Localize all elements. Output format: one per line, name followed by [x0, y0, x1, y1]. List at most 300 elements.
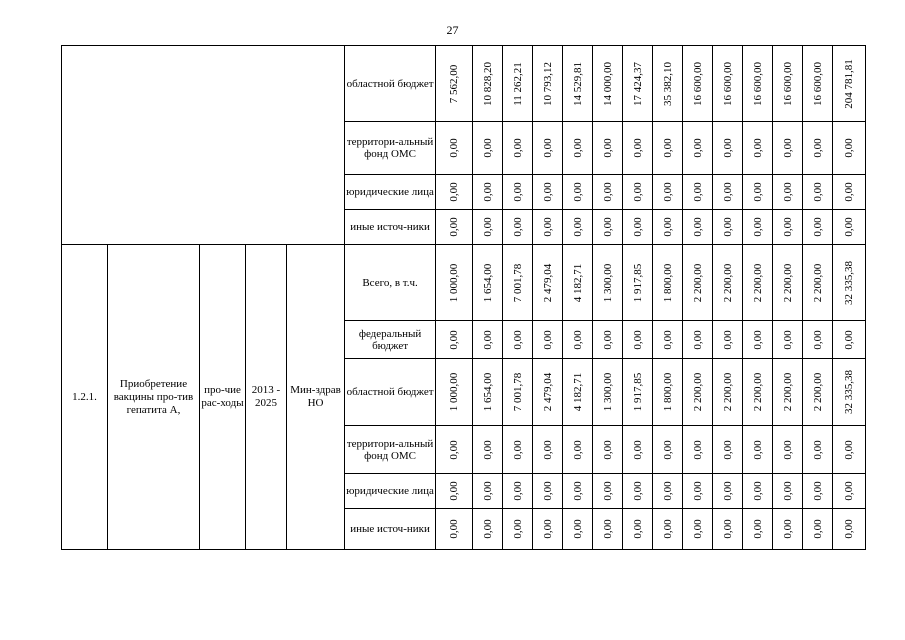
- merged-empty-cell: [62, 46, 345, 245]
- value-cell: [593, 321, 623, 359]
- value-cell: [473, 321, 503, 359]
- value-text: 0,00: [571, 519, 584, 539]
- value-text: 4 182,71: [571, 263, 584, 302]
- value-cell: [503, 474, 533, 509]
- value-text: 0,00: [751, 329, 764, 350]
- value-text: 0,00: [631, 217, 644, 237]
- value-text: 1 917,85: [631, 372, 644, 412]
- value-text: 0,00: [811, 481, 824, 501]
- value-text: 10 793,12: [541, 61, 554, 106]
- value-text: 0,00: [571, 439, 584, 460]
- row-label: территори-альный фонд ОМС: [345, 122, 436, 175]
- value-cell: [713, 426, 743, 474]
- value-text: 0,00: [631, 519, 644, 539]
- value-cell: [683, 175, 713, 210]
- value-cell: [683, 122, 713, 175]
- value-cell: [653, 46, 683, 122]
- value-cell: [436, 509, 473, 550]
- value-text: 0,00: [541, 519, 554, 539]
- item-number: 1.2.1.: [62, 245, 108, 550]
- value-cell: [473, 175, 503, 210]
- value-cell: [503, 509, 533, 550]
- value-cell: [563, 321, 593, 359]
- row-label: областной бюджет: [345, 359, 436, 426]
- value-cell: [623, 245, 653, 321]
- value-cell: [653, 509, 683, 550]
- value-cell: [773, 509, 803, 550]
- value-cell: [533, 46, 563, 122]
- value-cell: [653, 122, 683, 175]
- value-text: 0,00: [721, 519, 734, 539]
- value-text: 1 654,00: [481, 372, 494, 412]
- value-cell: [743, 321, 773, 359]
- value-cell: [833, 245, 866, 321]
- value-cell: [473, 210, 503, 245]
- value-cell: [803, 175, 833, 210]
- value-text: 0,00: [811, 439, 824, 460]
- value-cell: [833, 426, 866, 474]
- value-text: 0,00: [843, 182, 856, 202]
- value-cell: [683, 359, 713, 426]
- value-text: 0,00: [448, 481, 461, 501]
- value-text: 0,00: [751, 138, 764, 158]
- value-cell: [833, 359, 866, 426]
- value-cell: [683, 509, 713, 550]
- value-text: 0,00: [751, 217, 764, 237]
- value-cell: [773, 175, 803, 210]
- value-cell: [623, 46, 653, 122]
- value-text: 0,00: [751, 182, 764, 202]
- value-cell: [743, 46, 773, 122]
- item-executor: Мин-здрав НО: [287, 245, 345, 550]
- value-text: 2 200,00: [781, 263, 794, 302]
- expense-type: про-чие рас-ходы: [200, 245, 246, 550]
- row-label: иные источ-ники: [345, 509, 436, 550]
- value-cell: [833, 321, 866, 359]
- value-text: 0,00: [661, 519, 674, 539]
- value-cell: [533, 359, 563, 426]
- value-text: 0,00: [843, 217, 856, 237]
- value-cell: [593, 426, 623, 474]
- value-cell: [623, 175, 653, 210]
- value-text: 0,00: [571, 217, 584, 237]
- value-text: 0,00: [511, 439, 524, 460]
- value-cell: [743, 426, 773, 474]
- value-cell: [563, 175, 593, 210]
- value-cell: [833, 474, 866, 509]
- value-cell: [473, 245, 503, 321]
- value-text: 1 654,00: [481, 263, 494, 302]
- value-cell: [713, 175, 743, 210]
- value-cell: [473, 426, 503, 474]
- value-text: 14 000,00: [601, 61, 614, 106]
- value-cell: [773, 46, 803, 122]
- value-cell: [623, 426, 653, 474]
- value-text: 0,00: [661, 439, 674, 460]
- value-cell: [533, 426, 563, 474]
- value-text: 0,00: [601, 519, 614, 539]
- value-text: 0,00: [448, 329, 461, 350]
- value-cell: [563, 245, 593, 321]
- value-text: 2 200,00: [811, 372, 824, 412]
- value-cell: [503, 122, 533, 175]
- row-label: Всего, в т.ч.: [345, 245, 436, 321]
- value-text: 0,00: [721, 217, 734, 237]
- value-cell: [833, 509, 866, 550]
- value-cell: [713, 359, 743, 426]
- row-label: иные источ-ники: [345, 210, 436, 245]
- value-text: 0,00: [601, 217, 614, 237]
- value-cell: [503, 175, 533, 210]
- value-text: 0,00: [661, 138, 674, 158]
- value-cell: [563, 122, 593, 175]
- value-cell: [503, 359, 533, 426]
- value-text: 0,00: [843, 439, 856, 460]
- value-text: 0,00: [541, 138, 554, 158]
- value-text: 0,00: [721, 481, 734, 501]
- value-text: 2 200,00: [691, 263, 704, 302]
- value-text: 0,00: [781, 182, 794, 202]
- value-cell: [593, 46, 623, 122]
- value-text: 14 529,81: [571, 61, 584, 106]
- item-period: 2013 - 2025: [246, 245, 287, 550]
- value-text: 1 917,85: [631, 263, 644, 302]
- value-cell: [593, 509, 623, 550]
- value-cell: [773, 245, 803, 321]
- value-text: 16 600,00: [781, 61, 794, 106]
- value-text: 2 200,00: [721, 263, 734, 302]
- value-cell: [713, 245, 743, 321]
- value-text: 0,00: [481, 329, 494, 350]
- value-cell: [436, 46, 473, 122]
- value-cell: [683, 46, 713, 122]
- value-text: 0,00: [448, 182, 461, 202]
- value-cell: [503, 46, 533, 122]
- value-cell: [436, 245, 473, 321]
- value-text: 0,00: [448, 519, 461, 539]
- value-text: 0,00: [843, 329, 856, 350]
- value-text: 0,00: [601, 182, 614, 202]
- value-cell: [743, 245, 773, 321]
- value-text: 0,00: [481, 519, 494, 539]
- value-text: 0,00: [541, 182, 554, 202]
- value-text: 0,00: [631, 182, 644, 202]
- value-cell: [593, 245, 623, 321]
- value-cell: [473, 474, 503, 509]
- value-text: 16 600,00: [751, 61, 764, 106]
- value-text: 0,00: [691, 519, 704, 539]
- value-cell: [773, 426, 803, 474]
- value-cell: [773, 210, 803, 245]
- value-cell: [803, 321, 833, 359]
- value-cell: [623, 474, 653, 509]
- value-cell: [773, 321, 803, 359]
- value-text: 0,00: [511, 481, 524, 501]
- value-text: 0,00: [811, 138, 824, 158]
- row-label: юридические лица: [345, 175, 436, 210]
- value-text: 0,00: [631, 481, 644, 501]
- value-text: 0,00: [661, 217, 674, 237]
- value-text: 0,00: [721, 439, 734, 460]
- value-text: 17 424,37: [631, 61, 644, 106]
- value-text: 0,00: [691, 329, 704, 350]
- value-text: 0,00: [481, 481, 494, 501]
- value-text: 0,00: [511, 329, 524, 350]
- value-text: 1 800,00: [661, 372, 674, 412]
- value-text: 0,00: [571, 481, 584, 501]
- value-cell: [533, 210, 563, 245]
- value-text: 0,00: [811, 329, 824, 350]
- value-cell: [683, 321, 713, 359]
- value-cell: [533, 122, 563, 175]
- value-text: 32 335,38: [843, 370, 856, 414]
- value-text: 0,00: [631, 138, 644, 158]
- value-text: 204 781,81: [843, 58, 856, 109]
- value-text: 35 382,10: [661, 61, 674, 106]
- value-cell: [623, 321, 653, 359]
- value-text: 0,00: [811, 182, 824, 202]
- value-cell: [713, 321, 743, 359]
- value-cell: [743, 122, 773, 175]
- value-text: 0,00: [721, 182, 734, 202]
- value-cell: [563, 46, 593, 122]
- value-cell: [713, 474, 743, 509]
- value-text: 0,00: [601, 439, 614, 460]
- value-text: 10 828,20: [481, 61, 494, 106]
- value-cell: [563, 210, 593, 245]
- value-cell: [743, 175, 773, 210]
- value-text: 0,00: [661, 182, 674, 202]
- value-text: 0,00: [781, 439, 794, 460]
- value-cell: [743, 509, 773, 550]
- budget-table: [61, 45, 866, 550]
- value-text: 7 001,78: [511, 372, 524, 412]
- value-cell: [803, 122, 833, 175]
- value-cell: [833, 46, 866, 122]
- value-text: 0,00: [721, 138, 734, 158]
- value-text: 0,00: [751, 439, 764, 460]
- row-label: юридические лица: [345, 474, 436, 509]
- value-text: 0,00: [571, 138, 584, 158]
- table-row: [62, 46, 866, 122]
- value-cell: [683, 426, 713, 474]
- value-text: 1 800,00: [661, 263, 674, 302]
- value-cell: [713, 46, 743, 122]
- value-text: 0,00: [781, 519, 794, 539]
- value-cell: [803, 509, 833, 550]
- value-text: 11 262,21: [511, 61, 524, 106]
- value-cell: [533, 175, 563, 210]
- value-text: 0,00: [511, 217, 524, 237]
- value-cell: [803, 245, 833, 321]
- value-text: 7 001,78: [511, 263, 524, 302]
- value-text: 0,00: [511, 519, 524, 539]
- value-text: 0,00: [843, 519, 856, 539]
- value-text: 2 200,00: [751, 263, 764, 302]
- value-text: 0,00: [481, 138, 494, 158]
- value-cell: [593, 210, 623, 245]
- value-text: 0,00: [691, 217, 704, 237]
- value-cell: [653, 175, 683, 210]
- row-label: федеральный бюджет: [345, 321, 436, 359]
- value-cell: [713, 210, 743, 245]
- value-text: 0,00: [781, 481, 794, 501]
- value-cell: [593, 474, 623, 509]
- value-cell: [623, 359, 653, 426]
- value-text: 2 479,04: [541, 263, 554, 302]
- value-cell: [533, 321, 563, 359]
- value-text: 0,00: [481, 182, 494, 202]
- value-cell: [773, 122, 803, 175]
- value-text: 0,00: [843, 138, 856, 158]
- value-text: 2 479,04: [541, 372, 554, 412]
- value-text: 0,00: [781, 217, 794, 237]
- value-text: 32 335,38: [843, 260, 856, 305]
- value-cell: [833, 122, 866, 175]
- value-text: 0,00: [481, 217, 494, 237]
- value-text: 0,00: [661, 481, 674, 501]
- value-text: 7 562,00: [448, 64, 461, 103]
- value-text: 0,00: [661, 329, 674, 350]
- value-text: 0,00: [571, 329, 584, 350]
- value-text: 0,00: [541, 481, 554, 501]
- value-text: 0,00: [541, 329, 554, 350]
- value-cell: [803, 426, 833, 474]
- value-text: 0,00: [691, 481, 704, 501]
- value-cell: [833, 210, 866, 245]
- value-cell: [803, 46, 833, 122]
- value-text: 4 182,71: [571, 372, 584, 412]
- value-cell: [803, 359, 833, 426]
- value-cell: [773, 359, 803, 426]
- value-cell: [563, 474, 593, 509]
- value-text: 0,00: [751, 519, 764, 539]
- value-text: 2 200,00: [781, 372, 794, 412]
- value-text: 0,00: [811, 217, 824, 237]
- value-cell: [436, 122, 473, 175]
- value-cell: [683, 210, 713, 245]
- table-row: [62, 245, 866, 321]
- value-cell: [653, 321, 683, 359]
- value-text: 0,00: [601, 481, 614, 501]
- value-cell: [436, 210, 473, 245]
- value-cell: [743, 210, 773, 245]
- value-cell: [773, 474, 803, 509]
- value-cell: [593, 359, 623, 426]
- value-text: 0,00: [843, 481, 856, 501]
- value-text: 16 600,00: [721, 61, 734, 106]
- value-text: 0,00: [541, 439, 554, 460]
- value-cell: [653, 474, 683, 509]
- value-text: 0,00: [448, 439, 461, 460]
- value-text: 0,00: [751, 481, 764, 501]
- value-text: 0,00: [781, 329, 794, 350]
- value-cell: [563, 509, 593, 550]
- value-cell: [436, 359, 473, 426]
- value-text: 1 300,00: [601, 263, 614, 302]
- value-cell: [653, 210, 683, 245]
- value-cell: [713, 509, 743, 550]
- row-label: областной бюджет: [345, 46, 436, 122]
- value-text: 0,00: [511, 182, 524, 202]
- value-cell: [533, 245, 563, 321]
- value-text: 0,00: [601, 329, 614, 350]
- value-cell: [803, 474, 833, 509]
- value-text: 0,00: [721, 329, 734, 350]
- value-cell: [623, 509, 653, 550]
- value-text: 1 000,00: [448, 372, 461, 412]
- value-cell: [503, 426, 533, 474]
- value-text: 1 300,00: [601, 372, 614, 412]
- item-name: Приобретение вакцины про-тив гепатита А,: [108, 245, 200, 550]
- value-text: 1 000,00: [448, 263, 461, 302]
- value-text: 2 200,00: [691, 372, 704, 412]
- value-cell: [436, 321, 473, 359]
- value-cell: [533, 509, 563, 550]
- value-cell: [473, 122, 503, 175]
- value-cell: [473, 509, 503, 550]
- value-text: 0,00: [631, 439, 644, 460]
- value-cell: [653, 245, 683, 321]
- value-cell: [713, 122, 743, 175]
- value-cell: [623, 210, 653, 245]
- value-text: 0,00: [601, 138, 614, 158]
- value-cell: [833, 175, 866, 210]
- value-cell: [436, 426, 473, 474]
- value-cell: [503, 321, 533, 359]
- value-text: 0,00: [691, 439, 704, 460]
- value-text: 16 600,00: [691, 61, 704, 106]
- value-cell: [533, 474, 563, 509]
- value-cell: [473, 359, 503, 426]
- value-text: 0,00: [448, 217, 461, 237]
- value-text: 16 600,00: [811, 61, 824, 106]
- value-cell: [563, 426, 593, 474]
- value-cell: [436, 474, 473, 509]
- value-cell: [743, 359, 773, 426]
- value-cell: [623, 122, 653, 175]
- value-cell: [653, 426, 683, 474]
- value-text: 0,00: [691, 182, 704, 202]
- value-text: 0,00: [448, 138, 461, 158]
- value-cell: [563, 359, 593, 426]
- value-cell: [653, 359, 683, 426]
- value-text: 0,00: [541, 217, 554, 237]
- budget-table-body: [62, 46, 866, 550]
- page-number: 27: [446, 23, 459, 37]
- value-text: 0,00: [781, 138, 794, 158]
- value-cell: [593, 122, 623, 175]
- value-text: 0,00: [481, 439, 494, 460]
- value-cell: [503, 245, 533, 321]
- row-label: территори-альный фонд ОМС: [345, 426, 436, 474]
- value-text: 2 200,00: [811, 263, 824, 302]
- value-text: 0,00: [511, 138, 524, 158]
- value-cell: [473, 46, 503, 122]
- value-text: 2 200,00: [751, 372, 764, 412]
- value-cell: [593, 175, 623, 210]
- value-text: 0,00: [631, 329, 644, 350]
- value-cell: [503, 210, 533, 245]
- value-cell: [743, 474, 773, 509]
- value-cell: [683, 245, 713, 321]
- value-cell: [436, 175, 473, 210]
- value-text: 0,00: [691, 138, 704, 158]
- value-text: 2 200,00: [721, 372, 734, 412]
- value-cell: [683, 474, 713, 509]
- value-text: 0,00: [811, 519, 824, 539]
- value-text: 0,00: [571, 182, 584, 202]
